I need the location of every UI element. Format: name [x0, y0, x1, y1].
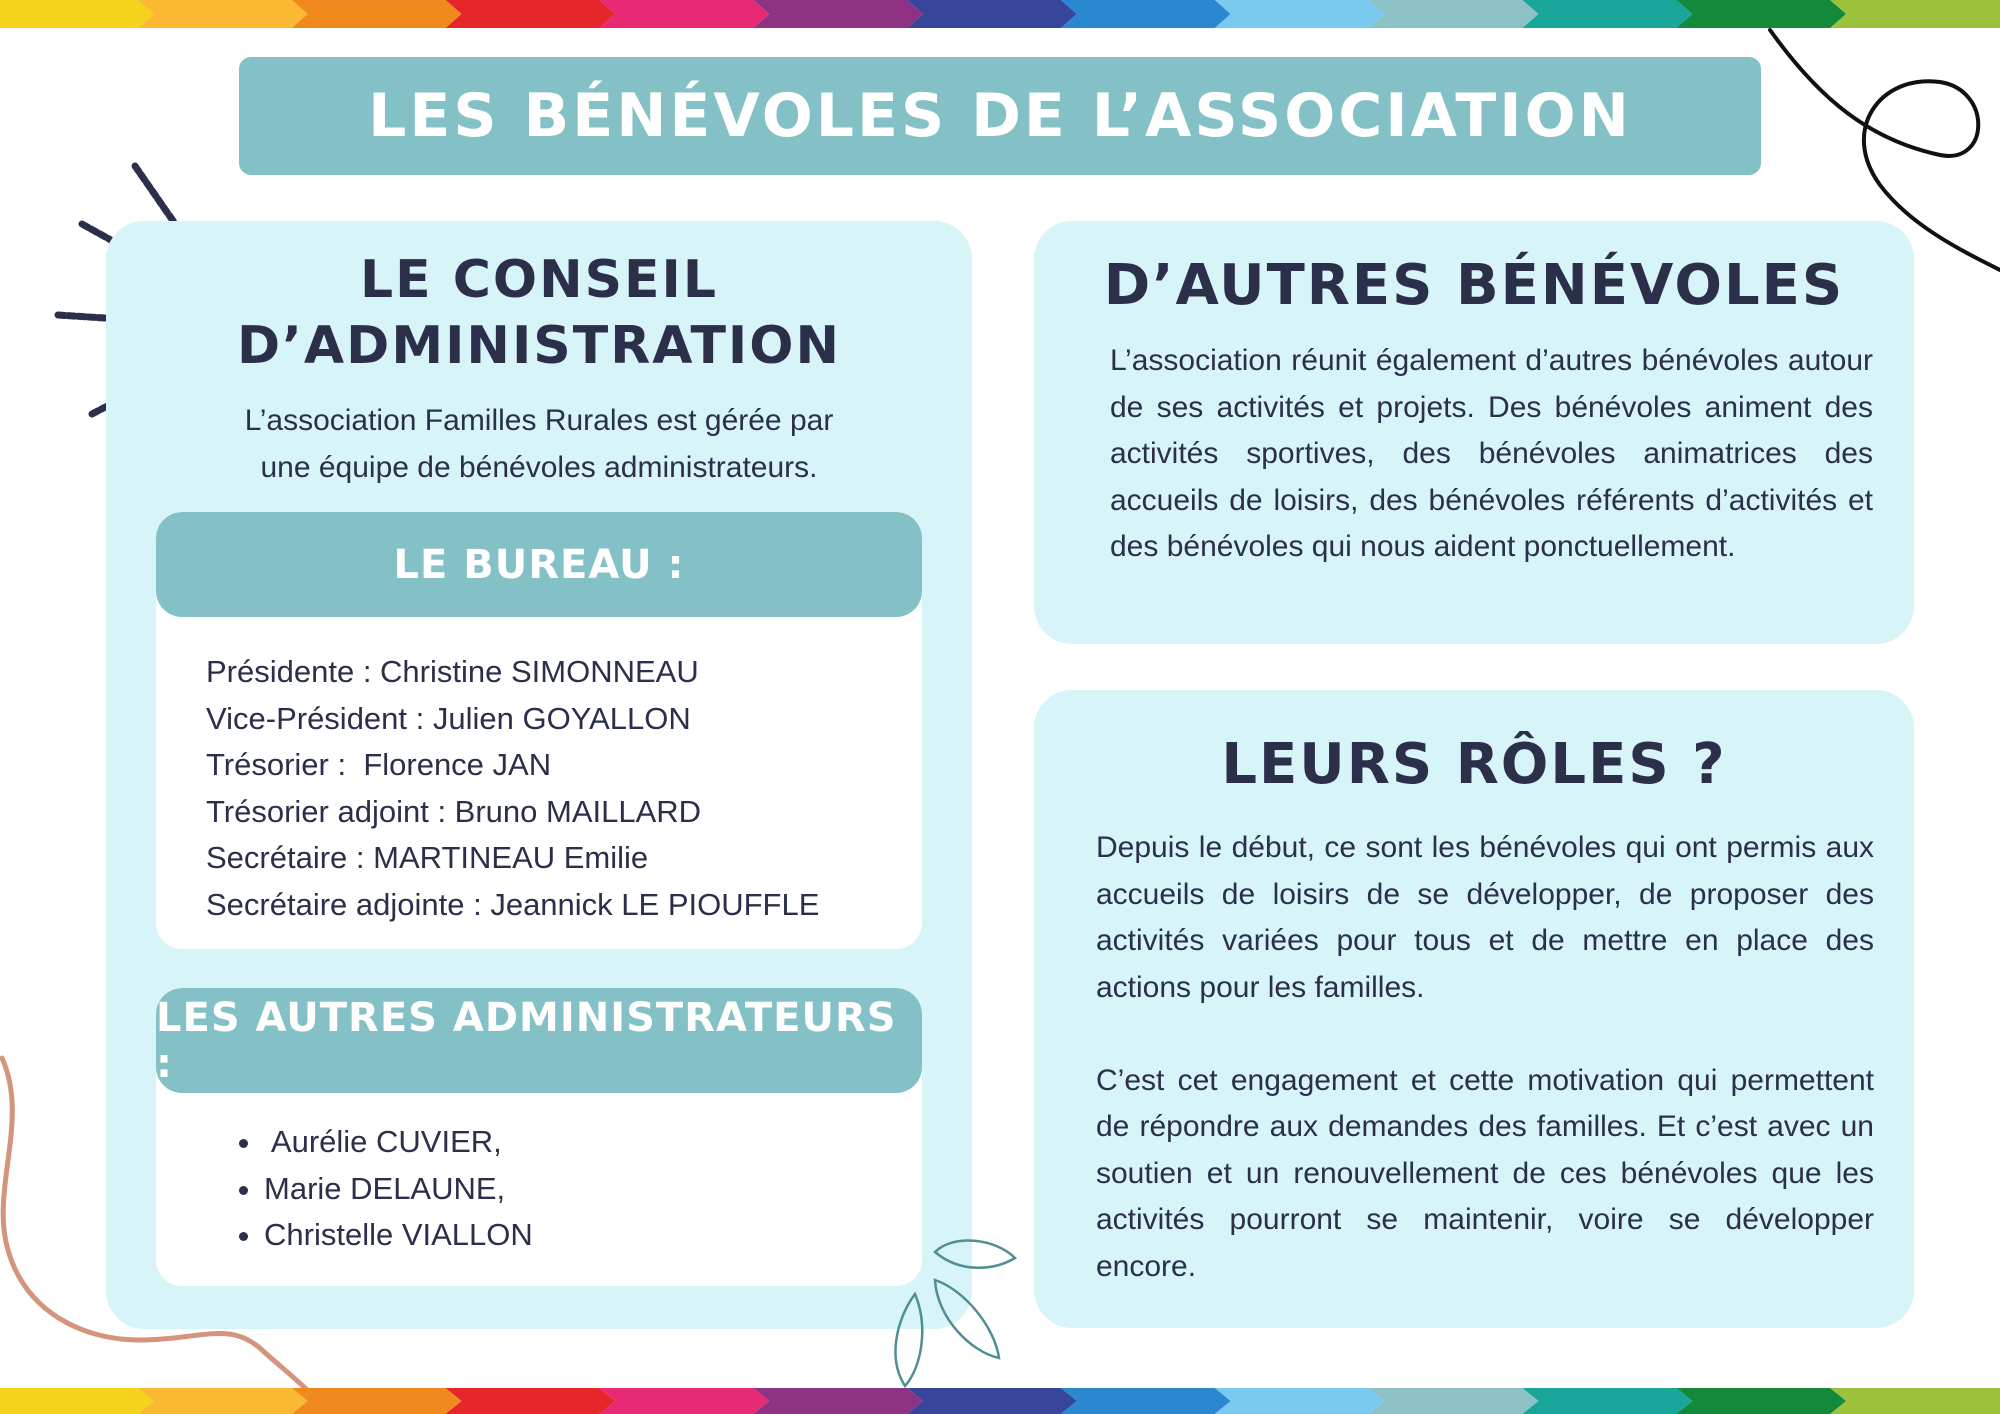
- autres-administrateurs-box: [156, 988, 922, 1286]
- conseil-card: [106, 221, 972, 1329]
- roles-title: LEURS RÔLES ?: [1221, 732, 1727, 797]
- list-item: Présidente : Christine SIMONNEAU: [206, 654, 699, 689]
- roles-text: [1096, 825, 1874, 1290]
- list-item: Secrétaire adjointe : Jeannick LE PIOUFFLE: [206, 886, 820, 922]
- stripe-segment: [292, 1388, 462, 1414]
- roles-paragraph-2: C’est cet engagement et cette motivation qui permettent de répondre aux demandes des familles. Et c’est avec un soutien et un renouvellement de ces bénévoles que les activités pourront se maintenir, voire se développer encore.: [1096, 1063, 1874, 1283]
- autres-administrateurs-list: [216, 1119, 533, 1259]
- list-item: Trésorier adjoint : Bruno MAILLARD: [206, 793, 702, 829]
- stripe-segment: [907, 0, 1077, 28]
- stripe-segment: [753, 0, 923, 28]
- stripe-segment: [599, 1388, 769, 1414]
- conseil-title: [106, 247, 972, 379]
- leaf-sprig-icon: [875, 1228, 1025, 1388]
- stripe-segment: [1830, 1388, 2000, 1414]
- page-title: LES BÉNÉVOLES DE L’ASSOCIATION: [368, 81, 1632, 151]
- stripe-segment: [1215, 1388, 1385, 1414]
- stripe-segment: [1061, 1388, 1231, 1414]
- autres-administrateurs-header: [156, 988, 922, 1093]
- list-item: • Aurélie CUVIER,: [264, 1119, 533, 1166]
- conseil-title-line1: LE CONSEIL: [359, 250, 719, 310]
- stripe-segment: [138, 0, 308, 28]
- conseil-description: [176, 397, 902, 491]
- autres-benevoles-text: [1110, 338, 1873, 571]
- bureau-member-list: [206, 649, 819, 928]
- stripe-segment: [599, 0, 769, 28]
- stripe-segment: [446, 1388, 616, 1414]
- bureau-box: [156, 512, 922, 949]
- conseil-desc-line2: une équipe de bénévoles administrateurs.: [260, 451, 818, 484]
- stripe-segment: [753, 1388, 923, 1414]
- stripe-segment: [0, 0, 154, 28]
- autres-benevoles-card: [1034, 221, 1914, 644]
- stripe-segment: [1215, 0, 1385, 28]
- list-item: • Christelle VIALLON: [264, 1212, 533, 1259]
- list-item: • Marie DELAUNE,: [264, 1166, 533, 1213]
- stripe-segment: [1061, 0, 1231, 28]
- stripe-segment: [907, 1388, 1077, 1414]
- stripe-segment: [1676, 1388, 1846, 1414]
- stripe-segment: [1522, 0, 1692, 28]
- stripe-segment: [0, 1388, 154, 1414]
- autres-administrateurs-heading: LES AUTRES ADMINISTRATEURS :: [156, 994, 897, 1087]
- list-item: Trésorier : Florence JAN: [206, 747, 552, 782]
- stripe-segment: [292, 0, 462, 28]
- roles-paragraph-1: Depuis le début, ce sont les bénévoles qui ont permis aux accueils de loisirs de se développer, de proposer des activités variées pour tous et de mettre en place des actions pour les familles.: [1096, 831, 1874, 1004]
- autres-benevoles-paragraph: L’association réunit également d’autres bénévoles autour de ses activités et projets. Des bénévoles animent des activités sportives, des bénévoles animatrices des accueils de loisirs, des bénévoles référents d’activités et des bénévoles qui nous aident ponctuellement.: [1110, 344, 1873, 563]
- page-banner: [239, 57, 1761, 175]
- stripe-segment: [446, 0, 616, 28]
- stripe-segment: [1522, 1388, 1692, 1414]
- autres-benevoles-title: D’AUTRES BÉNÉVOLES: [1103, 253, 1845, 318]
- bureau-header: [156, 512, 922, 617]
- stripe-segment: [138, 1388, 308, 1414]
- bureau-heading: LE BUREAU :: [393, 541, 685, 588]
- stripe-segment: [1369, 1388, 1539, 1414]
- roles-card: [1034, 690, 1914, 1328]
- rainbow-stripe-top: [0, 0, 2000, 28]
- stripe-segment: [1369, 0, 1539, 28]
- rainbow-stripe-bottom: [0, 1388, 2000, 1414]
- conseil-title-line2: D’ADMINISTRATION: [237, 316, 841, 376]
- list-item: Vice-Président : Julien GOYALLON: [206, 700, 691, 736]
- conseil-desc-line1: L’association Familles Rurales est gérée par: [244, 404, 834, 437]
- list-item: Secrétaire : MARTINEAU Emilie: [206, 840, 649, 875]
